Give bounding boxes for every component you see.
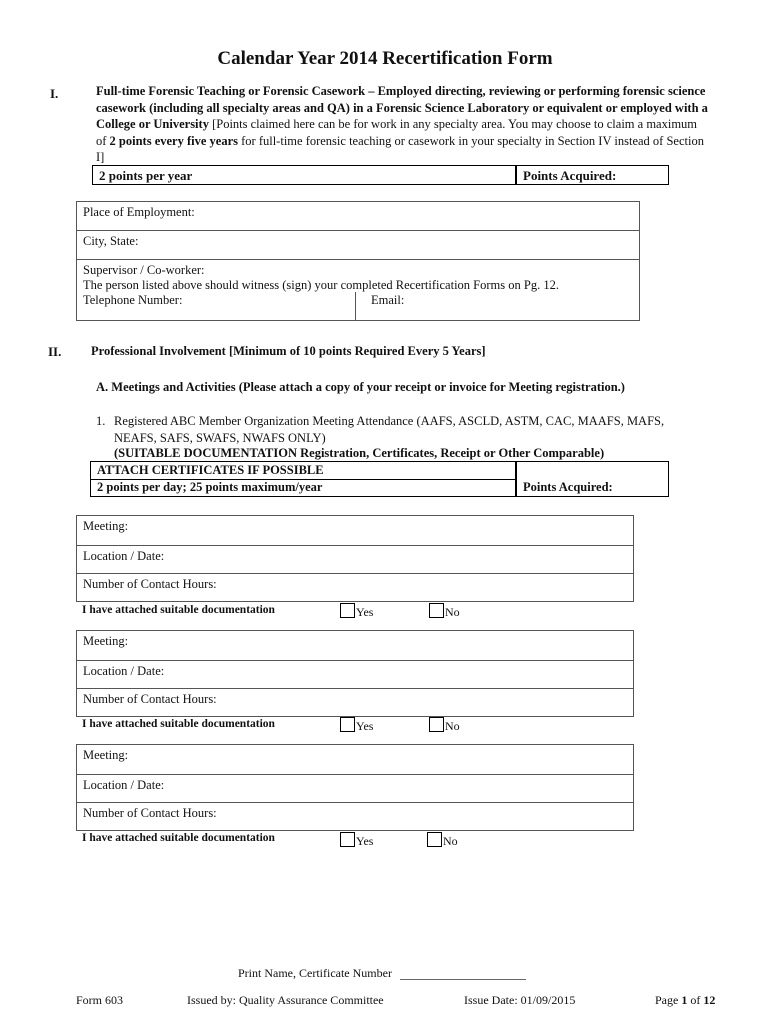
section-1-points-label: 2 points per year	[99, 168, 193, 183]
documentation-statement: I have attached suitable documentation	[82, 604, 275, 616]
location-date-field[interactable]: Location / Date:	[83, 664, 165, 678]
witness-note: The person listed above should witness (sign) your completed Recertification Forms on Pg. 12.	[83, 278, 559, 292]
checkbox-icon[interactable]	[429, 717, 444, 732]
item-1-text: Registered ABC Member Organization Meeting Attendance (AAFS, ASCLD, ASTM, CAC, MAAFS, MAFS, NEAFS, SAFS, SWAFS, NWAFS ONLY)	[114, 414, 665, 445]
yes-label: Yes	[356, 605, 374, 619]
section-2-heading: Professional Involvement [Minimum of 10 points Required Every 5 Years]	[91, 344, 486, 358]
yes-checkbox[interactable]	[340, 717, 373, 734]
issue-date: Issue Date: 01/09/2015	[464, 993, 576, 1007]
meeting-field[interactable]: Meeting:	[83, 748, 129, 762]
section-2-numeral: II.	[48, 344, 62, 359]
checkbox-icon[interactable]	[340, 717, 355, 732]
page-of: of	[687, 993, 704, 1007]
contact-hours-field[interactable]: Number of Contact Hours:	[83, 577, 217, 591]
meeting-field[interactable]: Meeting:	[83, 634, 129, 648]
yes-label: Yes	[356, 834, 374, 848]
section-1-lead-bold2: 2 points every five years	[109, 133, 238, 148]
telephone-field[interactable]: Telephone Number:	[83, 293, 183, 307]
page-total: 12	[703, 993, 716, 1007]
page-title: Calendar Year 2014 Recertification Form	[217, 48, 553, 69]
location-date-field[interactable]: Location / Date:	[83, 778, 165, 792]
no-label: No	[443, 834, 458, 848]
print-name-line[interactable]	[400, 979, 526, 980]
print-name-label: Print Name, Certificate Number	[238, 966, 392, 980]
divider	[515, 166, 517, 184]
checkbox-icon[interactable]	[429, 603, 444, 618]
section-1-lead-bold: Full-time Forensic Teaching or Forensic Casework – Employed directing, reviewing or performing forensic science casework (including all specialty areas and QA) in a Forensic Science Laboratory or equivalent or employed with a College or University	[96, 84, 708, 131]
yes-label: Yes	[356, 719, 374, 733]
section-1-description	[96, 83, 708, 166]
documentation-statement: I have attached suitable documentation	[82, 718, 275, 730]
divider	[355, 292, 356, 321]
meeting-block-3	[76, 744, 634, 831]
place-of-employment-field[interactable]: Place of Employment:	[83, 205, 195, 219]
section-2-points-acquired: Points Acquired:	[523, 480, 613, 494]
city-state-field[interactable]: City, State:	[83, 234, 139, 248]
checkbox-icon[interactable]	[427, 832, 442, 847]
contact-hours-field[interactable]: Number of Contact Hours:	[83, 692, 217, 706]
section-1-lead-normal: [Points claimed here can be for work in any specialty area. You may choose to claim a maximum of	[96, 117, 698, 148]
page-number	[655, 993, 715, 1008]
checkbox-icon[interactable]	[340, 832, 355, 847]
no-label: No	[445, 719, 460, 733]
section-1-lead-normal2: for full-time forensic teaching or casework in your specialty in Section IV instead of Section I]	[96, 133, 704, 164]
divider	[91, 479, 515, 480]
documentation-statement: I have attached suitable documentation	[82, 832, 275, 844]
subsection-a-heading: A. Meetings and Activities (Please attach a copy of your receipt or invoice for Meeting registration.)	[96, 380, 625, 394]
email-field[interactable]: Email:	[371, 293, 405, 307]
location-date-field[interactable]: Location / Date:	[83, 549, 165, 563]
no-checkbox[interactable]	[429, 717, 460, 734]
contact-hours-field[interactable]: Number of Contact Hours:	[83, 806, 217, 820]
section-1-points-acquired: Points Acquired:	[523, 168, 617, 183]
attach-certificates-label: ATTACH CERTIFICATES IF POSSIBLE	[97, 463, 324, 477]
section-2-points-bar	[90, 461, 669, 497]
meeting-block-2	[76, 630, 634, 717]
checkbox-icon[interactable]	[340, 603, 355, 618]
no-checkbox[interactable]	[429, 603, 460, 620]
page-prefix: Page	[655, 993, 682, 1007]
item-1-number: 1.	[96, 414, 106, 428]
section-2-points-label: 2 points per day; 25 points maximum/year	[97, 480, 323, 494]
item-1-documentation: (SUITABLE DOCUMENTATION Registration, Certificates, Receipt or Other Comparable)	[114, 446, 605, 460]
yes-checkbox[interactable]	[340, 832, 373, 849]
meeting-field[interactable]: Meeting:	[83, 519, 129, 533]
form-number: Form 603	[76, 993, 124, 1007]
yes-checkbox[interactable]	[340, 603, 373, 620]
no-checkbox[interactable]	[427, 832, 458, 849]
supervisor-field[interactable]: Supervisor / Co-worker:	[83, 263, 205, 277]
section-1-points-bar	[92, 165, 669, 185]
employment-table	[76, 201, 640, 321]
no-label: No	[445, 605, 460, 619]
divider	[515, 462, 517, 496]
page-current: 1	[681, 993, 688, 1007]
issued-by: Issued by: Quality Assurance Committee	[187, 993, 384, 1007]
section-1-numeral: I.	[50, 86, 59, 101]
meeting-block-1	[76, 515, 634, 602]
